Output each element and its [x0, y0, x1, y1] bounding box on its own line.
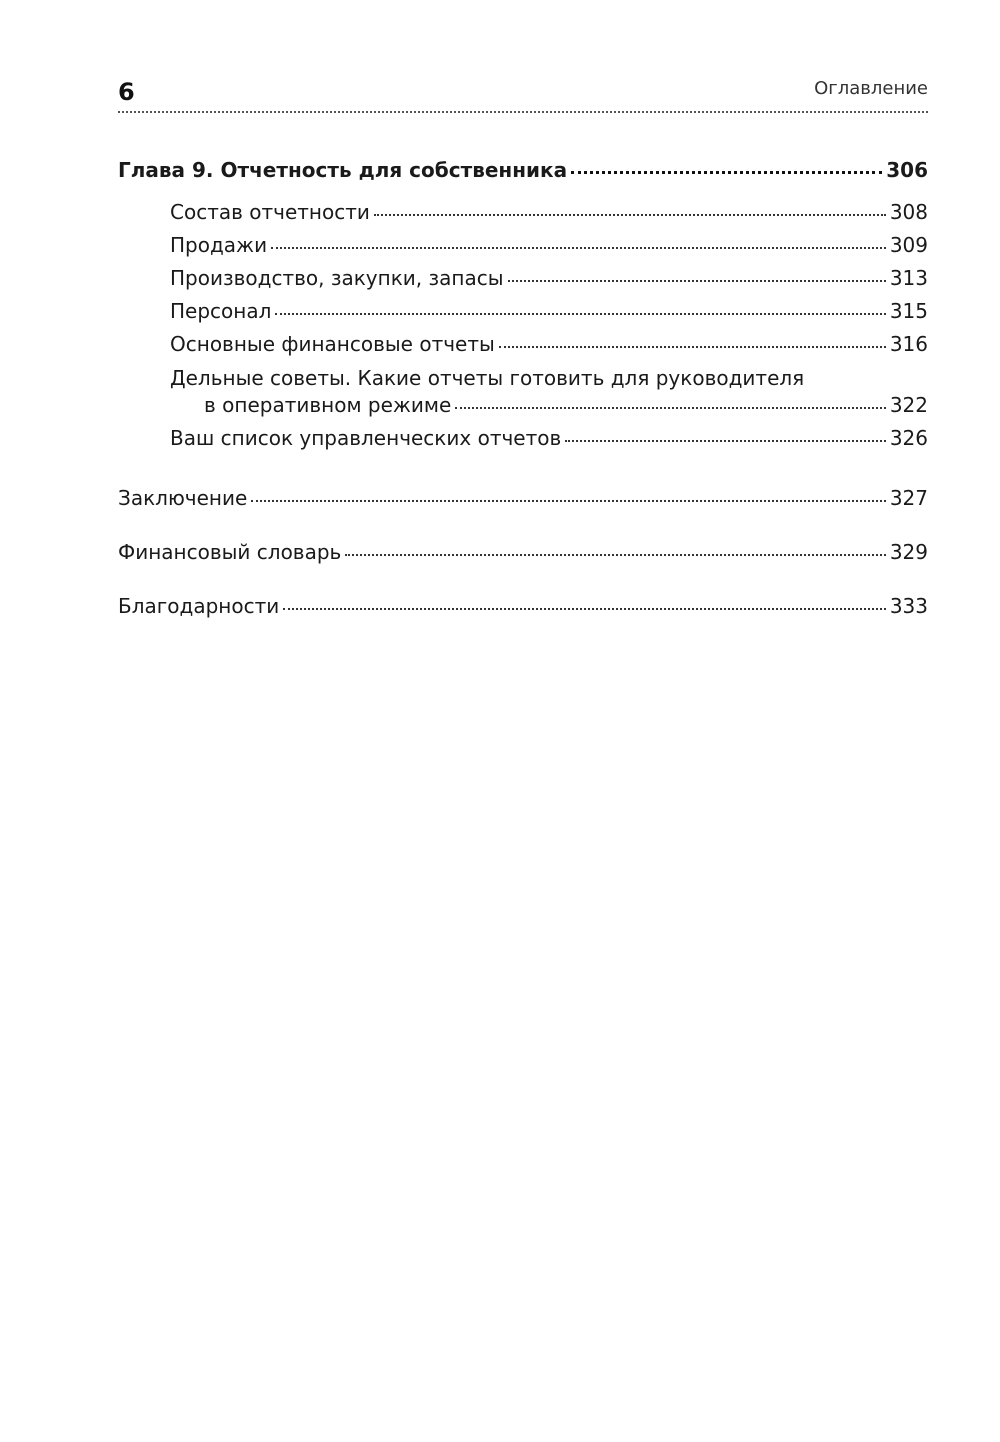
dot-leader [374, 214, 886, 216]
running-head: Оглавление [814, 78, 928, 99]
dot-leader [565, 440, 886, 442]
toc-section[interactable] [170, 200, 928, 224]
toc-entry-page: 333 [889, 594, 928, 618]
dot-leader [345, 554, 885, 556]
toc-section[interactable] [170, 266, 928, 290]
toc-entry-title: Продажи [170, 233, 268, 257]
toc-entry-title: Персонал [170, 299, 272, 323]
toc-entry-page: 308 [889, 200, 928, 224]
dot-leader [271, 247, 886, 249]
toc-back-matter[interactable] [118, 594, 928, 618]
toc-entry-title: Производство, закупки, запасы [170, 266, 504, 290]
toc-entry-page: 316 [889, 332, 928, 356]
toc-entry-title: Заключение [118, 486, 248, 510]
toc-section[interactable] [170, 299, 928, 323]
toc-chapter-9[interactable] [118, 158, 928, 182]
dot-leader [251, 500, 886, 502]
toc-section-line1[interactable]: Дельные советы. Какие отчеты готовить для руководителя [170, 366, 805, 390]
toc-entry-page: 329 [889, 540, 928, 564]
toc-section[interactable] [170, 332, 928, 356]
dot-leader [283, 608, 886, 610]
toc-entry-page: 315 [889, 299, 928, 323]
toc-section[interactable] [170, 233, 928, 257]
toc-entry-page: 313 [889, 266, 928, 290]
page-number: 6 [118, 78, 135, 106]
toc-entry-title: Основные финансовые отчеты [170, 332, 495, 356]
toc-entry-page: 322 [889, 393, 928, 417]
toc-entry-title: Состав отчетности [170, 200, 370, 224]
toc-entry-title: Финансовый словарь [118, 540, 342, 564]
toc-entry-page: 327 [889, 486, 928, 510]
toc-entry-page: 309 [889, 233, 928, 257]
dot-leader [455, 407, 885, 409]
toc-entry-title: в оперативном режиме [204, 393, 452, 417]
header-rule [118, 111, 928, 113]
toc-section[interactable] [170, 426, 928, 450]
dot-leader [499, 346, 886, 348]
dot-leader [275, 313, 885, 315]
toc-entry-title: Ваш список управленческих отчетов [170, 426, 562, 450]
toc-entry-page: 306 [886, 158, 928, 182]
toc-section[interactable] [204, 393, 928, 417]
toc-entry-page: 326 [889, 426, 928, 450]
toc-entry-title: Глава 9. Отчетность для собственника [118, 158, 568, 182]
toc-entry-title: Благодарности [118, 594, 280, 618]
toc-back-matter[interactable] [118, 486, 928, 510]
toc-back-matter[interactable] [118, 540, 928, 564]
dot-leader [571, 171, 882, 174]
dot-leader [508, 280, 886, 282]
